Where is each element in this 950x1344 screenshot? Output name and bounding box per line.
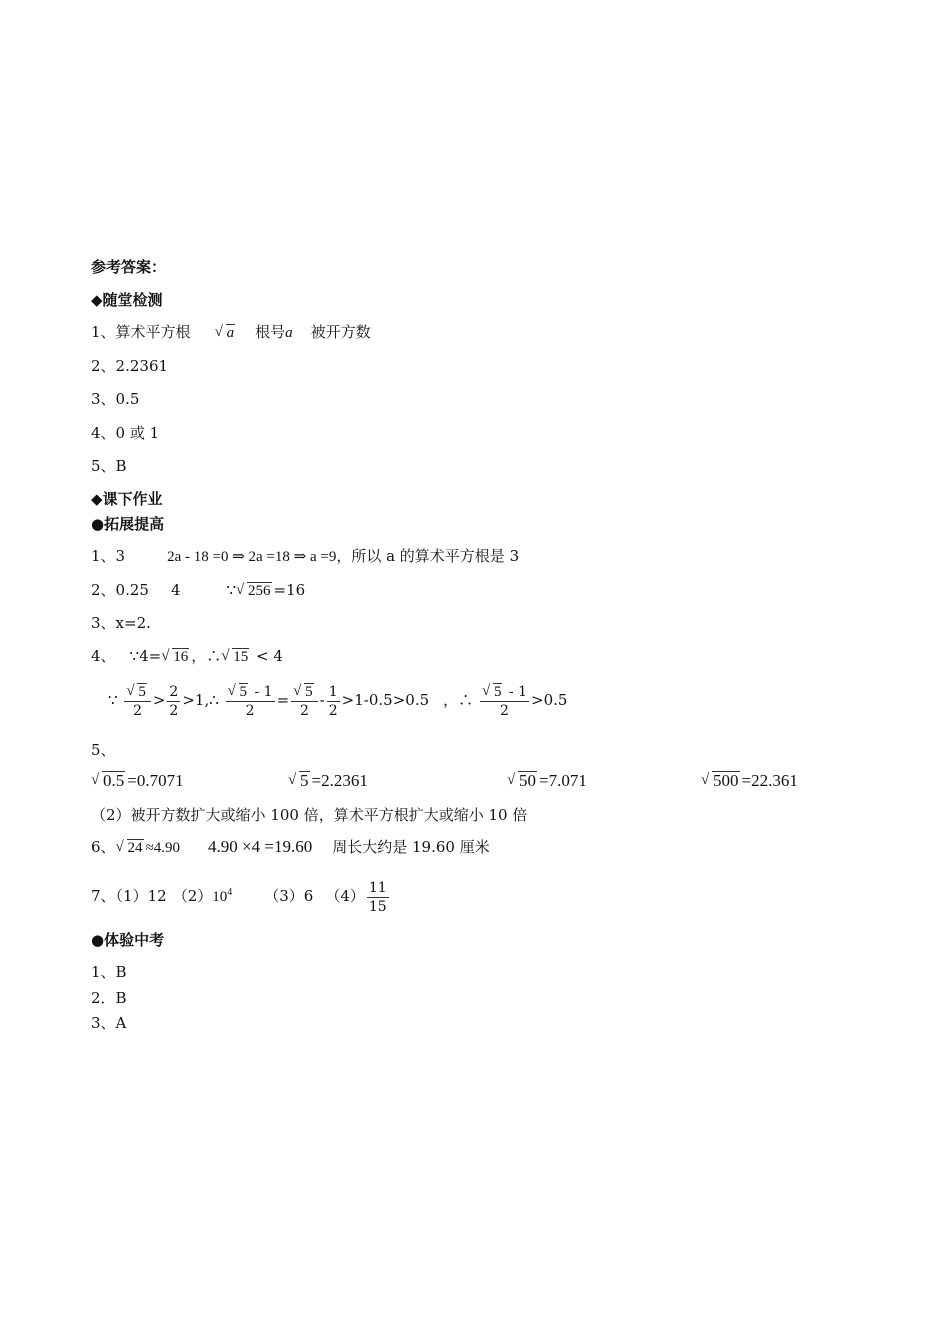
section-exam-experience: ●体验中考 <box>91 931 165 949</box>
q-number: 1、 <box>91 323 116 341</box>
answer-heading: 参考答案： <box>91 258 167 276</box>
math-text: ，∴ <box>191 647 222 665</box>
s3-q3: 3、A <box>91 1014 127 1032</box>
approx-value: ≈4.90 <box>145 840 181 856</box>
fraction-1-over-2: $\frac{1}{2}$ <box>328 683 338 719</box>
q-number: 1、3 <box>91 547 126 565</box>
section-in-class-test: ◆随堂检测 <box>91 291 163 309</box>
answer-text: 4 <box>170 581 181 599</box>
math-text: ∵4= <box>129 647 162 665</box>
answer-text: 根号 <box>255 323 286 341</box>
part-3: （3）6 <box>264 887 314 905</box>
s2-q4-line1 <box>91 646 283 667</box>
equation: 2a - 18 =0 ⇒ 2a =18 ⇒ a =9 <box>167 549 337 565</box>
s2-q5-item-3: √ 50 =7.071 <box>507 771 587 791</box>
sqrt-16: √ 16 <box>161 647 189 667</box>
var-a: a <box>285 325 293 341</box>
s1-q2: 2、2.2361 <box>91 357 169 375</box>
s1-q5: 5、B <box>91 457 127 475</box>
s1-q4: 4、0 或 1 <box>91 424 160 442</box>
s2-q1 <box>91 546 519 567</box>
section-homework: ◆课下作业 <box>91 490 163 508</box>
because-symbol: ∵ <box>108 691 118 709</box>
s1-q1 <box>91 322 371 343</box>
therefore-symbol: ∴ <box>209 691 219 709</box>
s2-q4-line2: ∵ √ $\frac{5}{2}$ > $\frac{2}{2}$ >1,∴ √ $\frac{5 - 1}{2}$ = √ $\frac{5}{2}$ - $\frac{1}{2}$ >1-0.5>0.5 ，∴ √ $\frac{5 - 1}{2}$ >0.5 <box>108 680 567 720</box>
therefore-symbol: ∴ <box>458 691 474 709</box>
answer-text: 算术平方根 <box>115 323 191 341</box>
part-2: （2） <box>172 887 213 905</box>
q-number: 2、0.25 <box>91 581 149 599</box>
s2-q5-number: 5、 <box>91 741 116 759</box>
s3-q1: 1、B <box>91 963 127 981</box>
s3-q2: 2．B <box>91 989 127 1007</box>
part-1: （1）12 <box>115 887 167 905</box>
s2-q3: 3、x=2. <box>91 614 151 632</box>
s2-q5-item-1: √ 0.5 =0.7071 <box>91 771 184 791</box>
s2-q5-item-4: √ 500 =22.361 <box>701 771 798 791</box>
fraction-sqrt5-minus1-over-2: √ $\frac{5 - 1}{2}$ <box>226 683 275 720</box>
s2-q7 <box>91 873 391 917</box>
math-text: < 4 <box>251 647 283 665</box>
part-4: （4） <box>325 887 365 905</box>
because-symbol: ∵ <box>226 581 237 599</box>
s2-q5-item-2: √ 5 =2.2361 <box>288 771 368 791</box>
fraction-sqrt5-minus1-over-2: √ $\frac{5 - 1}{2}$ <box>480 683 529 720</box>
s2-q2 <box>91 580 305 601</box>
sqrt-15: √ 15 <box>221 647 249 667</box>
s1-q3: 3、0.5 <box>91 390 140 408</box>
calculation: 4.90 ×4 =19.60 <box>208 837 313 856</box>
fraction-sqrt5-over-2: √ $\frac{5}{2}$ <box>124 683 151 720</box>
result: =16 <box>273 581 306 599</box>
power-10-4: $10^4$ <box>212 887 233 905</box>
subsection-extension: ●拓展提高 <box>91 515 165 533</box>
q-number: 7、 <box>91 887 116 905</box>
fraction-sqrt5-over-2: √ $\frac{5}{2}$ <box>291 683 318 720</box>
sqrt-a: √ a <box>215 323 236 343</box>
q-number: 4、 <box>91 647 116 665</box>
answer-text: 周长大约是 19.60 厘米 <box>332 838 490 856</box>
s2-q6 <box>91 837 490 858</box>
s2-q5-part2: （2）被开方数扩大或缩小 100 倍，算术平方根扩大或缩小 10 倍 <box>91 806 528 824</box>
sqrt-256: √ 256 <box>236 581 272 601</box>
fraction-11-over-15: $\frac{11}{15}$ <box>368 879 387 915</box>
q-number: 6、 <box>91 838 116 856</box>
sqrt-24: √ 24 <box>116 838 144 858</box>
answer-text: ，所以 a 的算术平方根是 3 <box>336 547 520 565</box>
answer-text: 被开方数 <box>310 323 371 341</box>
fraction-2-over-2: $\frac{2}{2}$ <box>169 683 179 719</box>
